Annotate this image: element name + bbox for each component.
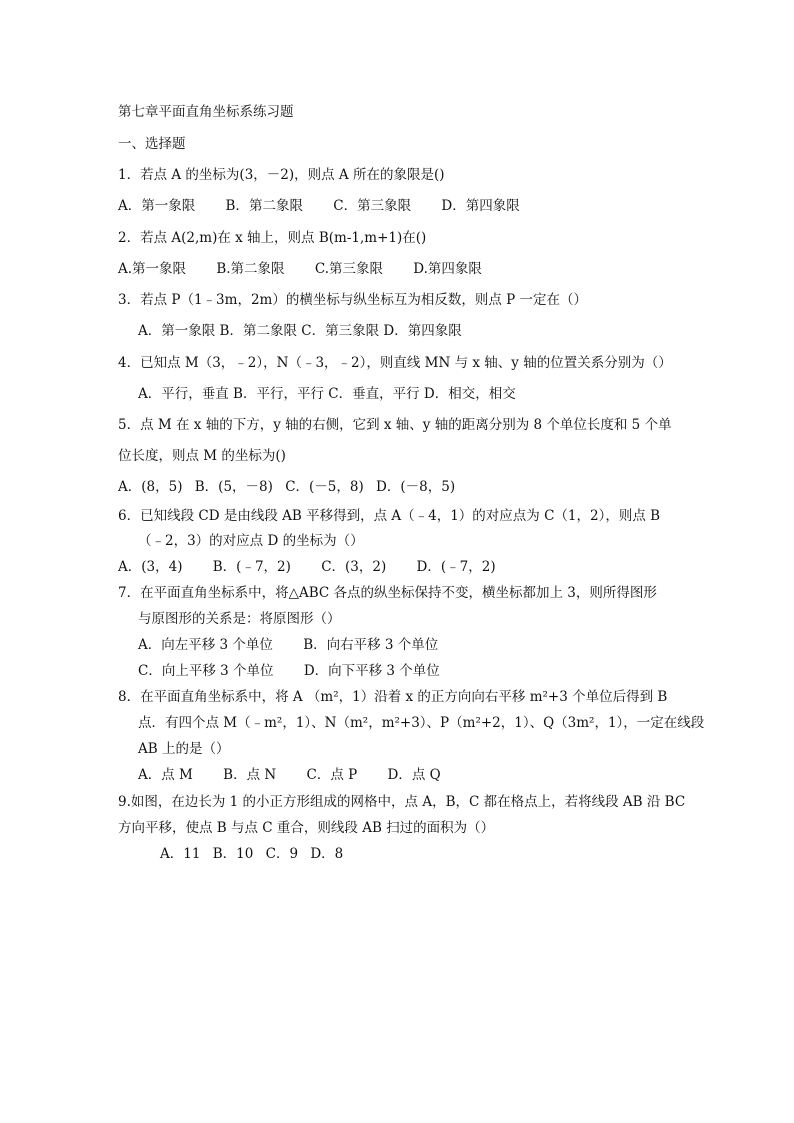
q1-option-c: C．第三象限 bbox=[333, 198, 412, 214]
question-4-stem: 4．已知点 M（3，﹣2），N（﹣3，﹣2），则直线 MN 与 x 轴、y 轴的位置关系分别为（） bbox=[118, 355, 672, 371]
q7-option-a: A．向左平移 3 个单位 bbox=[138, 637, 273, 653]
q2-option-b: B.第二象限 bbox=[216, 261, 285, 277]
question-8-options bbox=[138, 766, 467, 784]
q9-option-c: C．9 bbox=[265, 846, 299, 862]
question-9-options bbox=[160, 845, 351, 863]
q9-option-a: A．11 bbox=[160, 846, 201, 862]
question-2-options bbox=[118, 260, 508, 278]
q2-option-d: D.第四象限 bbox=[413, 261, 482, 277]
q7-option-b: B．向右平移 3 个单位 bbox=[303, 637, 439, 653]
question-9-stem-line-1: 9.如图，在边长为 1 的小正方形组成的网格中，点 A，B，C 都在格点上，若将线段 AB 沿 BC bbox=[118, 794, 686, 810]
question-5-options bbox=[118, 478, 463, 496]
question-3-options: A．第一象限 B．第二象限 C．第三象限 D．第四象限 bbox=[138, 323, 462, 339]
q1-option-d: D．第四象限 bbox=[441, 198, 520, 214]
q7-option-d: D．向下平移 3 个单位 bbox=[303, 663, 440, 679]
question-6-options bbox=[118, 558, 522, 576]
question-8-stem-line-1: 8．在平面直角坐标系中，将 A （m²，1）沿着 x 的正方向向右平移 m²+3 个单位后得到 B bbox=[118, 689, 668, 705]
q5-option-d: D．(－8，5) bbox=[376, 479, 456, 495]
question-5-stem-line-2: 位长度，则点 M 的坐标为() bbox=[118, 448, 286, 464]
q6-option-d: D．(﹣7，2) bbox=[416, 559, 496, 575]
q6-option-c: C．(3，2) bbox=[321, 559, 387, 575]
question-8-stem-line-3: AB 上的是（） bbox=[138, 741, 230, 757]
question-9-stem-line-2: 方向平移，使点 B 与点 C 重合，则线段 AB 扫过的面积为（） bbox=[118, 820, 495, 836]
question-4-options: A．平行，垂直 B．平行，平行 C．垂直，平行 D．相交，相交 bbox=[138, 386, 516, 402]
question-7-options-row-1 bbox=[138, 636, 464, 654]
q9-option-d: D．8 bbox=[310, 846, 344, 862]
question-8-stem-line-2: 点．有四个点 M（﹣m²，1）、N（m²，m²+3）、P（m²+2，1）、Q（3m²，1），一定在线段 bbox=[138, 715, 705, 731]
q8-option-d: D．点 Q bbox=[387, 767, 441, 783]
q9-option-b: B．10 bbox=[212, 846, 254, 862]
q5-option-a: A．(8，5) bbox=[118, 479, 183, 495]
question-1-options bbox=[118, 197, 546, 215]
q1-option-a: A．第一象限 bbox=[118, 198, 196, 214]
q1-option-b: B．第二象限 bbox=[225, 198, 303, 214]
q2-option-c: C.第三象限 bbox=[314, 261, 383, 277]
q7-option-c: C．向上平移 3 个单位 bbox=[138, 663, 274, 679]
question-2-stem: 2．若点 A(2,m)在 x 轴上，则点 B(m-1,m+1)在() bbox=[118, 230, 427, 246]
q8-option-a: A．点 M bbox=[138, 767, 193, 783]
question-7-options-row-2 bbox=[138, 662, 466, 680]
question-7-stem-line-1: 7．在平面直角坐标系中，将△ABC 各点的纵坐标保持不变，横坐标都加上 3，则所得图形 bbox=[118, 585, 657, 601]
question-6-stem-line-1: 6．已知线段 CD 是由线段 AB 平移得到，点 A（﹣4，1）的对应点为 C（1，2），则点 B bbox=[118, 508, 661, 524]
question-6-stem-line-2: （﹣2，3）的对应点 D 的坐标为（） bbox=[138, 533, 364, 549]
question-5-stem-line-1: 5．点 M 在 x 轴的下方，y 轴的右侧，它到 x 轴、y 轴的距离分别为 8 个单位长度和 5 个单 bbox=[118, 417, 672, 433]
q8-option-c: C．点 P bbox=[306, 767, 358, 783]
question-3-stem: 3．若点 P（1﹣3m，2m）的横坐标与纵坐标互为相反数，则点 P 一定在（） bbox=[118, 292, 587, 308]
q8-option-b: B．点 N bbox=[223, 767, 277, 783]
section-heading: 一、选择题 bbox=[118, 136, 186, 152]
question-7-stem-line-2: 与原图形的关系是：将原图形（） bbox=[138, 611, 341, 627]
worksheet-title: 第七章平面直角坐标系练习题 bbox=[118, 104, 294, 120]
q6-option-a: A．(3，4) bbox=[118, 559, 183, 575]
question-1-stem: 1．若点 A 的坐标为(3，－2)，则点 A 所在的象限是() bbox=[118, 167, 445, 183]
q5-option-c: C．(－5，8) bbox=[285, 479, 364, 495]
q6-option-b: B．(﹣7，2) bbox=[212, 559, 291, 575]
q5-option-b: B．(5，－8) bbox=[194, 479, 273, 495]
q2-option-a: A.第一象限 bbox=[118, 261, 187, 277]
